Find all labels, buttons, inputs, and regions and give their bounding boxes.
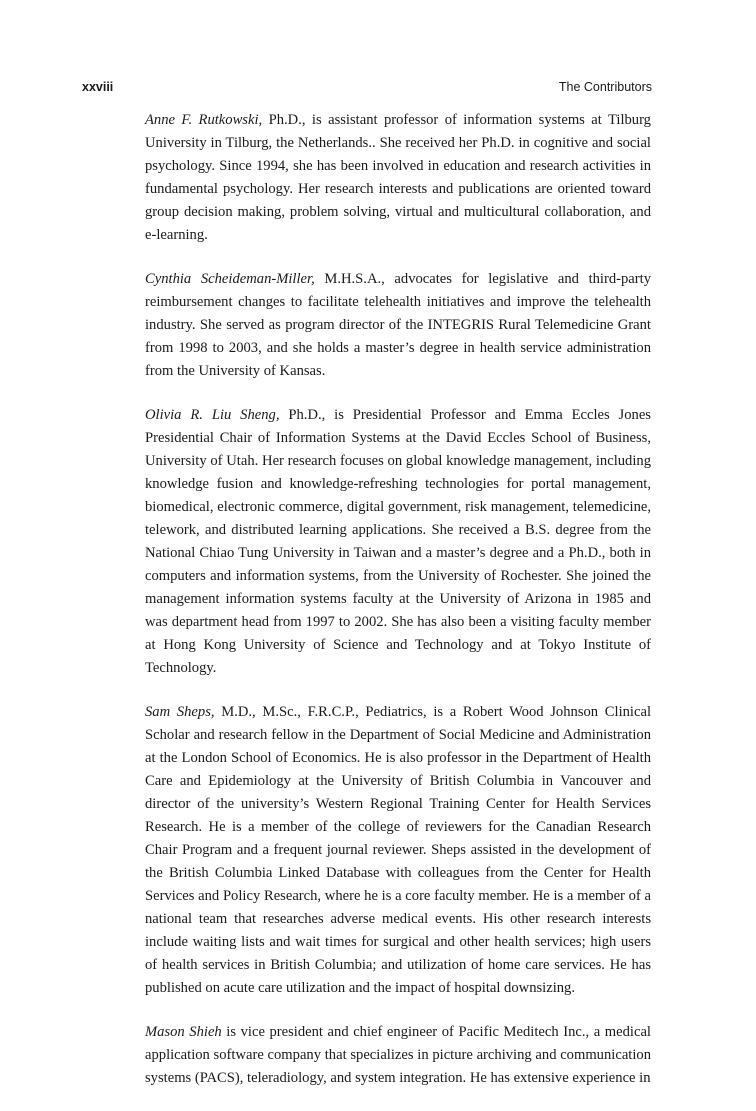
contributor-name: Cynthia Scheideman-Miller, bbox=[145, 271, 315, 287]
bio-text: Ph.D., is Presidential Professor and Emma Eccles Jones Presidential Chair of Information Systems at the David Eccles School of Business, University of Utah. Her research focuses on global knowledge management, including knowledge fusion and knowledge-refreshing technologies for portal management, biomedical, electronic commerce, digital government, risk management, telemedicine, telework, and distributed learning applications. She received a B.S. degree from the National Chiao Tung University in Taiwan and a master’s degree and a Ph.D., both in computers and information systems, from the University of Rochester. She joined the management information systems faculty at the University of Arizona in 1985 and was department head from 1997 to 2002. She has also been a visiting faculty member at Hong Kong University of Science and Technology and at Tokyo Institute of Technology. bbox=[145, 407, 651, 676]
running-head: The Contributors bbox=[558, 80, 652, 94]
bio-text: Ph.D., is assistant professor of information systems at Tilburg University in Tilburg, the Netherlands.. She received her Ph.D. in cognitive and social psychology. Since 1994, she has been involved in education and research activities in fundamental psychology. Her research interests and publications are oriented toward group decision making, problem solving, virtual and multicultural collaboration, and e-learning. bbox=[145, 112, 651, 243]
contributor-name: Olivia R. Liu Sheng, bbox=[145, 407, 280, 423]
bio-paragraph bbox=[145, 109, 651, 247]
bio-text: is vice president and chief engineer of Pacific Meditech Inc., a medical application software company that specializes in picture archiving and communication systems (PACS), teleradiology, and system integration. He has extensive experience in bbox=[145, 1024, 651, 1086]
contributor-name: Sam Sheps, bbox=[145, 704, 215, 720]
bio-paragraph bbox=[145, 404, 651, 680]
contributor-name: Anne F. Rutkowski, bbox=[145, 112, 263, 128]
page-header bbox=[82, 80, 652, 94]
bio-paragraph bbox=[145, 268, 651, 383]
bio-text: M.H.S.A., advocates for legislative and third-party reimbursement changes to facilitate telehealth initiatives and improve the telehealth industry. She served as program director of the INTEGRIS Rural Telemedicine Grant from 1998 to 2003, and she holds a master’s degree in health service administration from the University of Kansas. bbox=[145, 271, 651, 379]
bio-paragraph bbox=[145, 701, 651, 1000]
page-number: xxviii bbox=[82, 80, 114, 94]
bio-text: M.D., M.Sc., F.R.C.P., Pediatrics, is a Robert Wood Johnson Clinical Scholar and research fellow in the Department of Social Medicine and Administration at the London School of Economics. He is also professor in the Department of Health Care and Epidemiology at the University of British Columbia in Vancouver and director of the university’s Western Regional Training Center for Health Services Research. He is a member of the college of reviewers for the Canadian Research Chair Program and a frequent journal reviewer. Sheps assisted in the development of the British Columbia Linked Database with colleagues from the Center for Health Services and Policy Research, where he is a core faculty member. He is a member of a national team that researches adverse medical events. His other research interests include waiting lists and wait times for surgical and other health services; high users of health services in British Columbia; and utilization of home care services. He has published on acute care utilization and the impact of hospital downsizing. bbox=[145, 704, 651, 996]
contributors-body bbox=[145, 109, 651, 1111]
contributor-name: Mason Shieh bbox=[145, 1024, 222, 1040]
bio-paragraph bbox=[145, 1021, 651, 1090]
